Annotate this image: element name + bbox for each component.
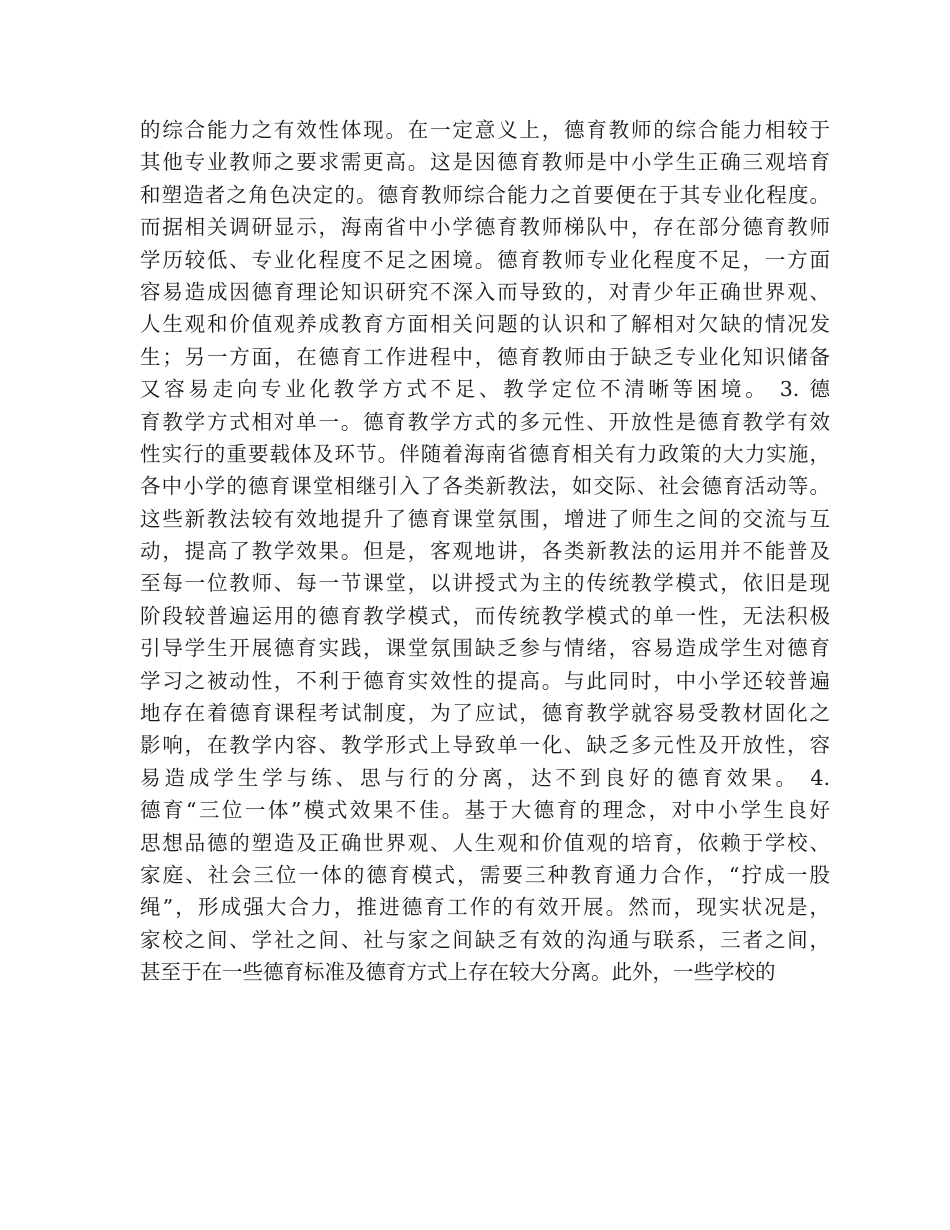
- text-line: 家庭、社会三位一体的德育模式，需要三种教育通力合作，“拧成一股: [140, 862, 830, 887]
- text-line: 生；另一方面，在德育工作进程中，德育教师由于缺乏专业化知识储备: [140, 344, 830, 369]
- text-line: 至每一位教师、每一节课堂，以讲授式为主的传统教学模式，依旧是现: [140, 571, 830, 596]
- text-line: 又容易走向专业化教学方式不足、教学定位不清晰等困境。 3. 德: [140, 377, 830, 402]
- text-line: 思想品德的塑造及正确世界观、人生观和价值观的培育，依赖于学校、: [140, 830, 830, 855]
- text-line: 阶段较普遍运用的德育教学模式，而传统教学模式的单一性，无法积极: [140, 603, 830, 628]
- text-line: 其他专业教师之要求需更高。这是因德育教师是中小学生正确三观培育: [140, 150, 830, 175]
- text-line: 性实行的重要载体及环节。伴随着海南省德育相关有力政策的大力实施，: [140, 441, 830, 466]
- text-line: 各中小学的德育课堂相继引入了各类新教法，如交际、社会德育活动等。: [140, 474, 830, 499]
- text-line: 的综合能力之有效性体现。在一定意义上，德育教师的综合能力相较于: [140, 118, 830, 142]
- text-line: 引导学生开展德育实践，课堂氛围缺乏参与情绪，容易造成学生对德育: [140, 636, 830, 661]
- text-line: 家校之间、学社之间、社与家之间缺乏有效的沟通与联系，三者之间，: [140, 927, 830, 952]
- text-line: 动，提高了教学效果。但是，客观地讲，各类新教法的运用并不能普及: [140, 539, 830, 564]
- text-line: 人生观和价值观养成教育方面相关问题的认识和了解相对欠缺的情况发: [140, 312, 830, 337]
- text-line: 影响，在教学内容、教学形式上导致单一化、缺乏多元性及开放性，容: [140, 733, 830, 758]
- text-line: 易造成学生学与练、思与行的分离，达不到良好的德育效果。 4.: [140, 765, 830, 790]
- text-line: 绳”，形成强大合力，推进德育工作的有效开展。然而，现实状况是，: [140, 895, 830, 920]
- text-line: 学历较低、专业化程度不足之困境。德育教师专业化程度不足，一方面: [140, 247, 830, 272]
- text-line: 地存在着德育课程考试制度，为了应试，德育教学就容易受教材固化之: [140, 701, 830, 726]
- text-line: 学习之被动性，不利于德育实效性的提高。与此同时，中小学还较普遍: [140, 668, 830, 693]
- body-text: [140, 114, 830, 989]
- text-line: 和塑造者之角色决定的。德育教师综合能力之首要便在于其专业化程度。: [140, 182, 830, 207]
- text-line: 容易造成因德育理论知识研究不深入而导致的，对青少年正确世界观、: [140, 279, 830, 304]
- text-line: 这些新教法较有效地提升了德育课堂氛围，增进了师生之间的交流与互: [140, 506, 830, 531]
- text-line: 甚至于在一些德育标准及德育方式上存在较大分离。此外，一些学校的: [140, 960, 776, 985]
- text-line: 德育“三位一体”模式效果不佳。基于大德育的理念，对中小学生良好: [140, 798, 830, 823]
- text-line: 育教学方式相对单一。德育教学方式的多元性、开放性是德育教学有效: [140, 409, 830, 434]
- text-line: 而据相关调研显示，海南省中小学德育教师梯队中，存在部分德育教师: [140, 215, 830, 240]
